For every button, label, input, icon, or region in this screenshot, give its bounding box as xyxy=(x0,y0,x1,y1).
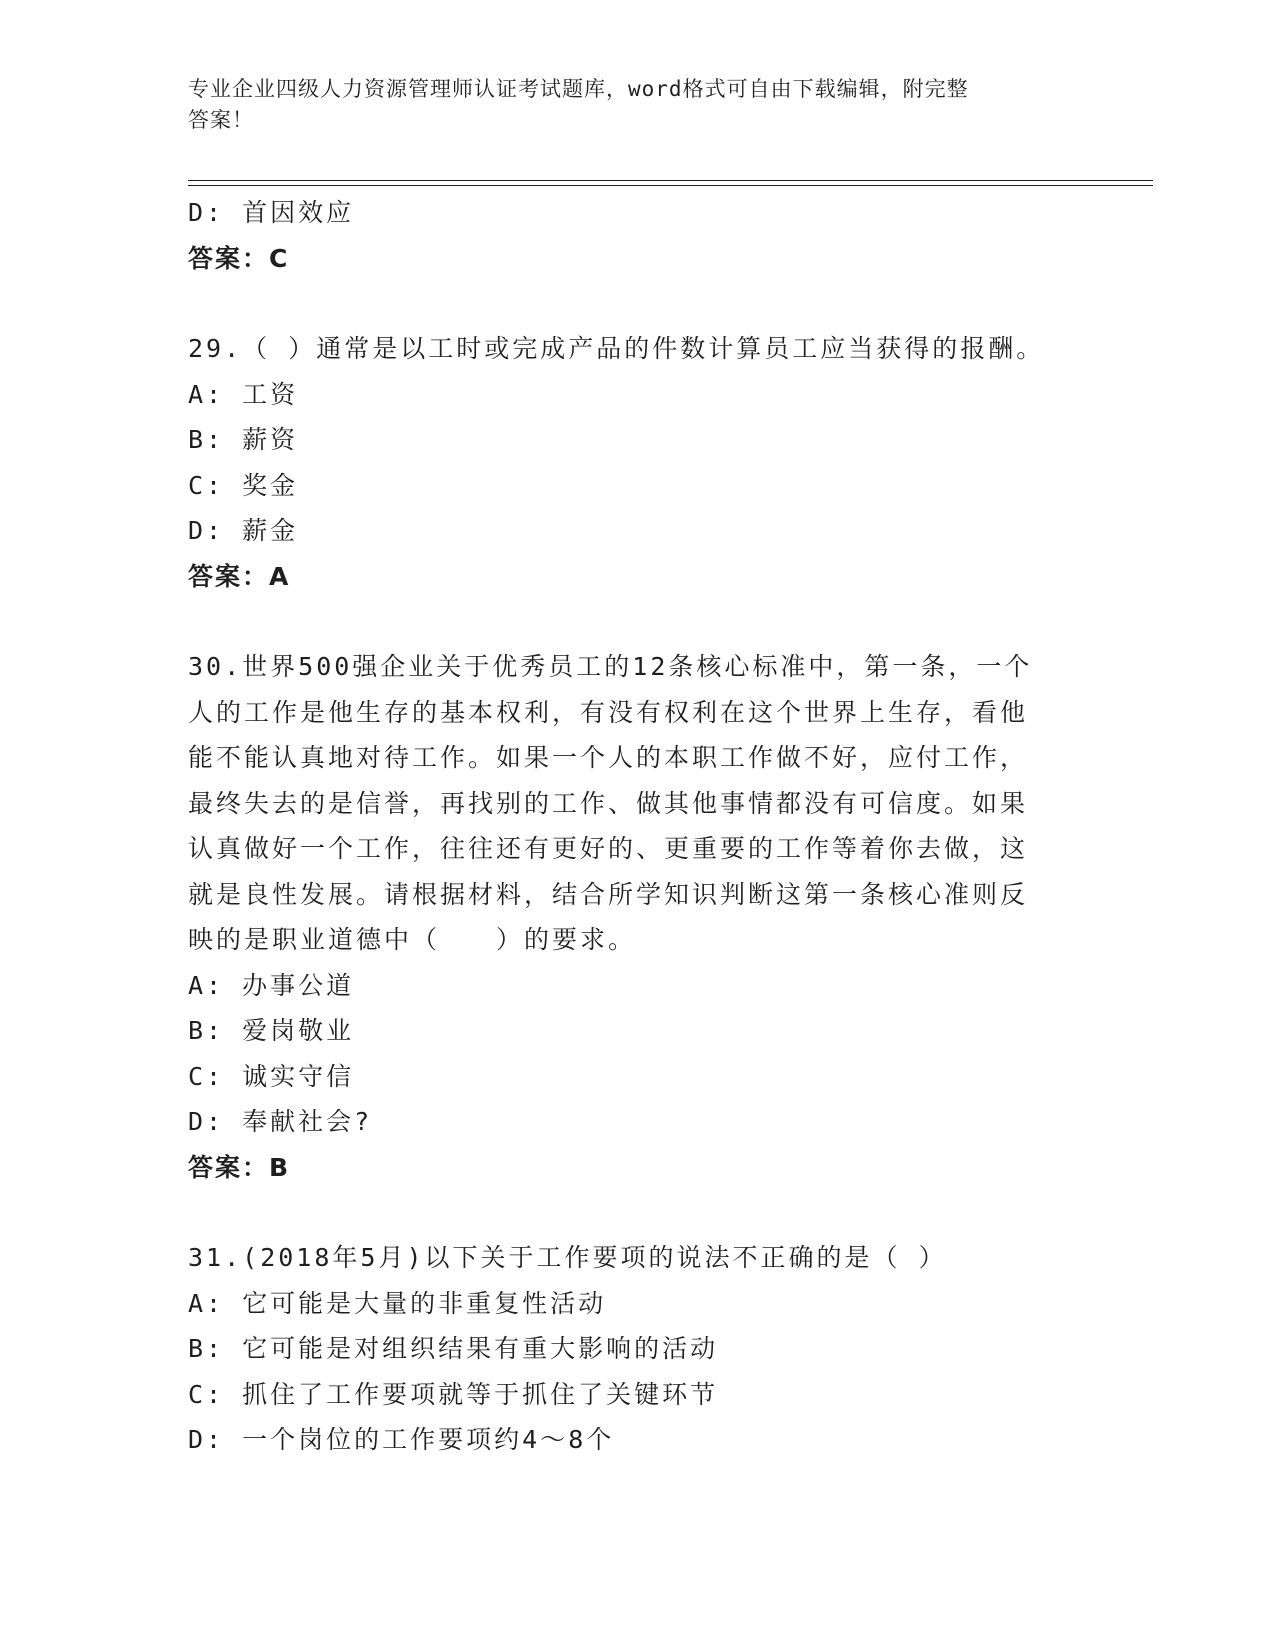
q30-stem-line: 30.世界500强企业关于优秀员工的12条核心标准中，第一条，一个 xyxy=(188,652,1033,681)
document-header xyxy=(188,74,1068,136)
q30-stem-line: 就是良性发展。请根据材料，结合所学知识判断这第一条核心准则反 xyxy=(188,879,1029,909)
spacer xyxy=(188,1190,1068,1235)
q30-option-b: B: 爱岗敬业 xyxy=(188,1016,355,1045)
question-28-tail xyxy=(188,190,1068,281)
q29-option-b: B: 薪资 xyxy=(188,425,299,454)
q31-option-a: A: 它可能是大量的非重复性活动 xyxy=(188,1288,607,1318)
q29-answer: 答案：A xyxy=(188,561,291,591)
q30-option-a: A: 办事公道 xyxy=(188,970,355,1000)
q30-stem-line: 认真做好一个工作，往往还有更好的、更重要的工作等着你去做，这 xyxy=(188,834,1029,863)
question-list xyxy=(188,190,1068,1463)
header-line-1: 专业企业四级人力资源管理师认证考试题库，word格式可自由下载编辑，附完整 xyxy=(188,77,969,101)
q30-option-c: C: 诚实守信 xyxy=(188,1061,355,1091)
q31-option-d: D: 一个岗位的工作要项约4～8个 xyxy=(188,1425,615,1454)
header-line-2: 答案！ xyxy=(188,108,254,132)
q31-option-b: B: 它可能是对组织结果有重大影响的活动 xyxy=(188,1334,719,1363)
q30-stem-line: 映的是职业道德中（ ）的要求。 xyxy=(188,925,637,954)
q29-stem: 29.（ ）通常是以工时或完成产品的件数计算员工应当获得的报酬。 xyxy=(188,334,1045,363)
q29-option-c: C: 奖金 xyxy=(188,470,299,500)
q29-option-a: A: 工资 xyxy=(188,379,299,409)
header-divider-top xyxy=(188,180,1153,181)
q30-stem-line: 最终失去的是信誉，再找别的工作、做其他事情都没有可信度。如果 xyxy=(188,788,1029,818)
q30-stem-line: 能不能认真地对待工作。如果一个人的本职工作做不好，应付工作， xyxy=(188,743,1029,772)
question-30 xyxy=(188,644,1068,1190)
q28-option-d: D: 首因效应 xyxy=(188,198,355,227)
q28-answer: 答案：C xyxy=(188,243,290,273)
spacer xyxy=(188,599,1068,644)
question-29 xyxy=(188,326,1068,599)
q30-option-d: D: 奉献社会? xyxy=(188,1107,373,1136)
q31-stem: 31.(2018年5月)以下关于工作要项的说法不正确的是（ ） xyxy=(188,1243,947,1272)
q30-answer: 答案：B xyxy=(188,1152,291,1182)
q31-option-c: C: 抓住了工作要项就等于抓住了关键环节 xyxy=(188,1379,719,1409)
q30-stem xyxy=(188,644,1068,963)
spacer xyxy=(188,281,1068,326)
question-31 xyxy=(188,1235,1068,1463)
q30-stem-line: 人的工作是他生存的基本权利，有没有权利在这个世界上生存，看他 xyxy=(188,697,1029,727)
header-divider-bottom xyxy=(188,185,1153,186)
q29-option-d: D: 薪金 xyxy=(188,516,299,545)
